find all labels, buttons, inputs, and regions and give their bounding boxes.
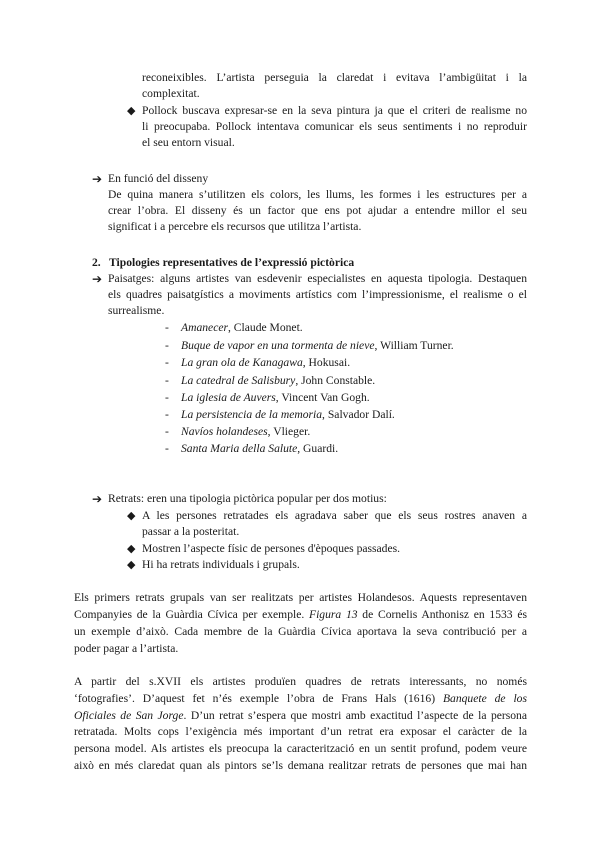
- arrow-bullet-icon: ➔: [92, 272, 103, 286]
- list-dash: -: [165, 374, 169, 387]
- list-item: La gran ola de Kanagawa, Hokusai.: [181, 356, 351, 369]
- text-line: A les persones retratades els agradava saber que els seus rostres anaven a: [142, 509, 527, 522]
- paragraph-line: Companyies de la Guàrdia Cívica per exemple. Figura 13 de Cornelis Anthonisz en 1533 és: [74, 608, 527, 621]
- paragraph-line: poder pagar a l’artista.: [74, 642, 179, 655]
- paragraph-line: un exemple d’això. Cada membre de la Guàrdia Cívica aportava la seva contribució per a: [74, 625, 527, 638]
- list-dash: -: [165, 425, 169, 438]
- list-item: La catedral de Salisbury, John Constable.: [181, 374, 376, 387]
- list-item: La iglesia de Auvers, Vincent Van Gogh.: [181, 391, 370, 404]
- text-line: crear l’obra. El disseny és un factor que ens pot ajudar a entendre millor el seu: [108, 204, 527, 217]
- text-line: passar a la posteritat.: [142, 525, 240, 538]
- list-dash: -: [165, 442, 169, 455]
- text-line: Hi ha retrats individuals i grupals.: [142, 558, 300, 571]
- paragraph-line: Els primers retrats grupals van ser realitzats per artistes Holandesos. Aquests representaven: [74, 591, 527, 604]
- diamond-bullet-icon: ◆: [127, 542, 136, 555]
- text-line: Mostren l’aspecte físic de persones d'èpoques passades.: [142, 542, 401, 555]
- paragraph-line: Oficiales de San Jorge. D’un retrat s’espera que mostri amb exactitud l’aspecte de la persona: [74, 709, 527, 722]
- paragraph-line: ‘fotografies’. D’aquest fet n’és exemple l’obra de Frans Hals (1616) Banquete de los: [74, 692, 527, 705]
- list-item: Santa Maria della Salute, Guardi.: [181, 442, 339, 455]
- list-dash: -: [165, 339, 169, 352]
- paragraph-line: retratada. Molts cops l’exigència més important d’un retrat era exposar el caràcter de la: [74, 725, 527, 738]
- text-line: li preocupaba. Pollock intentava comunicar els seus sentiments i no reproduir: [142, 120, 527, 133]
- list-dash: -: [165, 321, 169, 334]
- section-heading: En funció del disseny: [108, 172, 209, 185]
- list-dash: -: [165, 391, 169, 404]
- text-line: els quadres paisatgístics a moviments artístics com l’impressionisme, el realisme o el: [108, 288, 527, 301]
- text-line: reconeixibles. L’artista perseguia la claredat i evitava l’ambigüitat i la: [142, 71, 527, 84]
- list-dash: -: [165, 408, 169, 421]
- list-item: La persistencia de la memoria, Salvador Dalí.: [181, 408, 395, 421]
- section-title: Tipologies representatives de l’expressió pictòrica: [109, 256, 355, 269]
- text-line: Pollock buscava expresar-se en la seva pintura ja que el criteri de realisme no: [142, 104, 527, 117]
- text-line: complexitat.: [142, 87, 200, 100]
- list-item: Navíos holandeses, Vlieger.: [181, 425, 311, 438]
- list-item: Buque de vapor en una tormenta de nieve, William Turner.: [181, 339, 454, 352]
- paragraph-line: persona model. Als artistes els preocupa la caracterització en un sentit profund, podem veure: [74, 742, 527, 755]
- text-line: Paisatges: alguns artistes van esdevenir especialistes en aquesta tipologia. Destaquen: [108, 272, 527, 285]
- section-number: 2.: [92, 256, 101, 269]
- text-line: De quina manera s’utilitzen els colors, les llums, les formes i les estructures per a: [108, 188, 527, 201]
- arrow-bullet-icon: ➔: [92, 172, 103, 186]
- text-line: el seu entorn visual.: [142, 136, 235, 149]
- paragraph-line: això en més claredat quan als pintors se’ls demana realitzar retrats de persones que mai han: [74, 759, 527, 772]
- paragraph-line: A partir del s.XVII els artistes produïen quadres de retrats interessants, no només: [74, 675, 527, 688]
- diamond-bullet-icon: ◆: [127, 104, 136, 117]
- arrow-bullet-icon: ➔: [92, 492, 103, 506]
- text-line: significat i a percebre els recursos que utilitza l’artista.: [108, 220, 362, 233]
- list-dash: -: [165, 356, 169, 369]
- section-heading: Retrats: eren una tipologia pictòrica popular per dos motius:: [108, 492, 387, 505]
- text-line: surrealisme.: [108, 304, 165, 317]
- diamond-bullet-icon: ◆: [127, 509, 136, 522]
- list-item: Amanecer, Claude Monet.: [181, 321, 303, 334]
- diamond-bullet-icon: ◆: [127, 558, 136, 571]
